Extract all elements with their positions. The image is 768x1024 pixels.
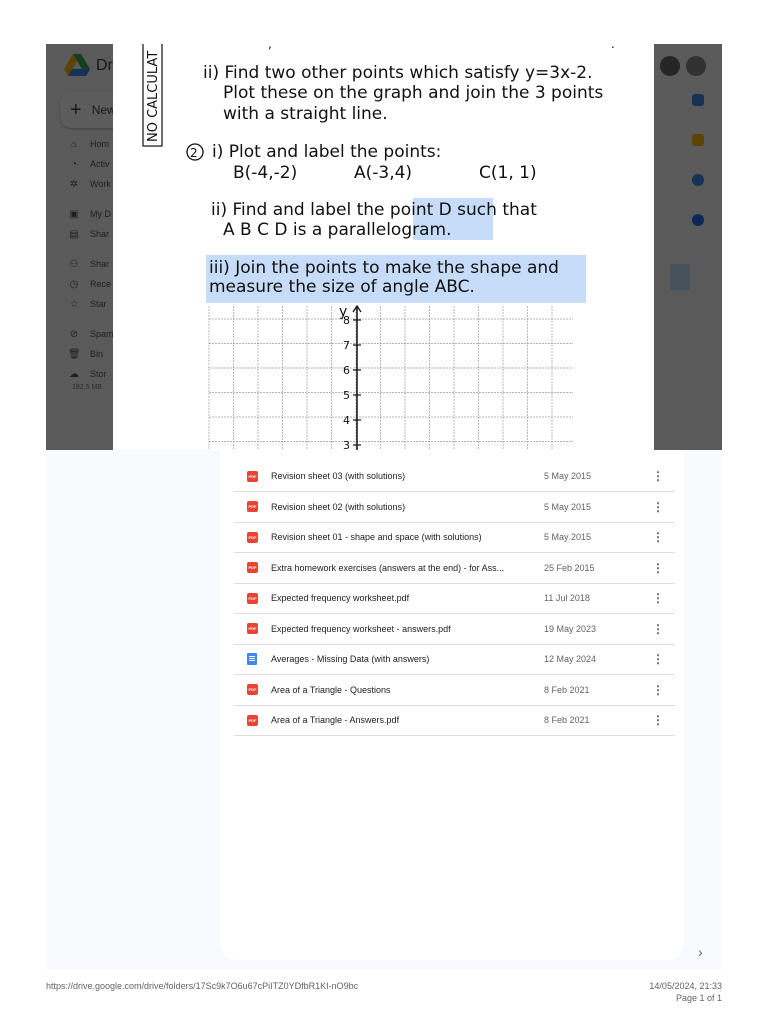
more-actions-icon[interactable]: ⋮	[652, 652, 664, 666]
worksheet-image	[113, 44, 654, 450]
print-datetime: 14/05/2024, 21:33	[649, 981, 722, 991]
y-tick-label: 4	[343, 414, 350, 427]
file-modified-date: 5 May 2015	[544, 532, 592, 542]
file-modified-date: 19 May 2023	[544, 623, 597, 634]
file-modified-date: 5 May 2015	[544, 501, 592, 512]
y-tick-label: 6	[343, 364, 350, 377]
file-name: Extra homework exercises (answers at the end) - for Ass...	[271, 562, 505, 573]
file-name: Revision sheet 01 - shape and space (with solutions)	[271, 532, 482, 542]
print-page-number: Page 1 of 1	[675, 993, 722, 1003]
pdf-file-icon: PDF	[247, 684, 258, 695]
print-url: https://drive.google.com/drive/folders/17Sc9k7O6u67cPiITZ0YDfbR1KI-nO9bc	[46, 981, 359, 991]
y-tick-label: 8	[343, 314, 350, 327]
q2-ii-line1: ii) Find and label the point D such that	[211, 200, 537, 220]
file-row[interactable]	[234, 583, 675, 614]
file-row[interactable]	[234, 614, 675, 645]
file-modified-date: 8 Feb 2021	[544, 715, 590, 725]
more-actions-icon[interactable]: ⋮	[652, 499, 664, 514]
file-name: Expected frequency worksheet - answers.pdf	[271, 623, 451, 634]
file-row[interactable]	[234, 522, 675, 553]
file-list	[220, 450, 684, 960]
svg-text:,: ,	[268, 44, 272, 51]
pdf-file-icon: PDF	[247, 501, 258, 512]
more-actions-icon[interactable]: ⋮	[652, 560, 664, 575]
file-modified-date: 11 Jul 2018	[544, 593, 590, 603]
q2-iii-line2: measure the size of angle ABC.	[209, 277, 475, 297]
q2-number: 2	[190, 146, 198, 160]
y-tick-label: 5	[343, 389, 350, 402]
file-row[interactable]	[234, 705, 675, 736]
file-modified-date: 12 May 2024	[544, 654, 597, 664]
more-actions-icon[interactable]: ⋮	[652, 530, 664, 544]
q1-ii-line2: Plot these on the graph and join the 3 points	[223, 83, 604, 103]
file-name: Area of a Triangle - Answers.pdf	[271, 715, 400, 725]
file-modified-date: 25 Feb 2015	[544, 562, 595, 573]
file-row[interactable]	[234, 675, 675, 706]
pdf-file-icon: PDF	[247, 593, 258, 604]
svg-text:.: .	[611, 44, 615, 51]
file-name: Revision sheet 03 (with solutions)	[271, 471, 406, 481]
file-name: Revision sheet 02 (with solutions)	[271, 501, 406, 512]
point-c: C(1, 1)	[479, 163, 537, 183]
pdf-file-icon: PDF	[247, 471, 258, 482]
file-row[interactable]	[234, 553, 675, 584]
more-actions-icon[interactable]: ⋮	[652, 621, 664, 636]
more-actions-icon[interactable]: ⋮	[652, 469, 664, 483]
side-label	[143, 44, 162, 146]
pdf-file-icon: PDF	[247, 623, 258, 634]
file-row[interactable]	[234, 644, 675, 675]
file-modified-date: 8 Feb 2021	[544, 684, 590, 695]
file-name: Averages - Missing Data (with answers)	[271, 654, 430, 664]
svg-text:NO CALCULAT: NO CALCULAT	[146, 50, 161, 142]
pdf-file-icon: PDF	[247, 532, 258, 543]
file-name: Area of a Triangle - Questions	[271, 684, 391, 695]
point-b: B(-4,-2)	[233, 163, 298, 183]
file-name: Expected frequency worksheet.pdf	[271, 593, 410, 603]
pdf-file-icon: PDF	[247, 715, 258, 726]
q1-ii-line1: ii) Find two other points which satisfy y=3x-2.	[203, 63, 593, 83]
next-arrow-icon[interactable]: ›	[698, 944, 703, 960]
y-axis-label: y	[339, 304, 348, 320]
google-doc-icon	[247, 653, 257, 665]
pdf-file-icon: PDF	[247, 562, 258, 573]
image-preview	[113, 44, 654, 450]
point-a: A(-3,4)	[354, 163, 413, 183]
q1-ii-line3: with a straight line.	[223, 104, 388, 124]
file-row[interactable]	[234, 492, 675, 523]
q2-i: i) Plot and label the points:	[212, 142, 442, 162]
more-actions-icon[interactable]: ⋮	[652, 682, 664, 697]
y-tick-label: 3	[343, 439, 350, 450]
graph-grid	[209, 306, 573, 450]
more-actions-icon[interactable]: ⋮	[652, 713, 664, 727]
more-actions-icon[interactable]: ⋮	[652, 591, 664, 605]
file-modified-date: 5 May 2015	[544, 471, 592, 481]
y-tick-label: 7	[343, 339, 350, 352]
file-row[interactable]	[234, 461, 675, 492]
q2-ii-line2: A B C D is a parallelogram.	[223, 220, 452, 240]
q2-iii-line1: iii) Join the points to make the shape and	[209, 258, 559, 278]
